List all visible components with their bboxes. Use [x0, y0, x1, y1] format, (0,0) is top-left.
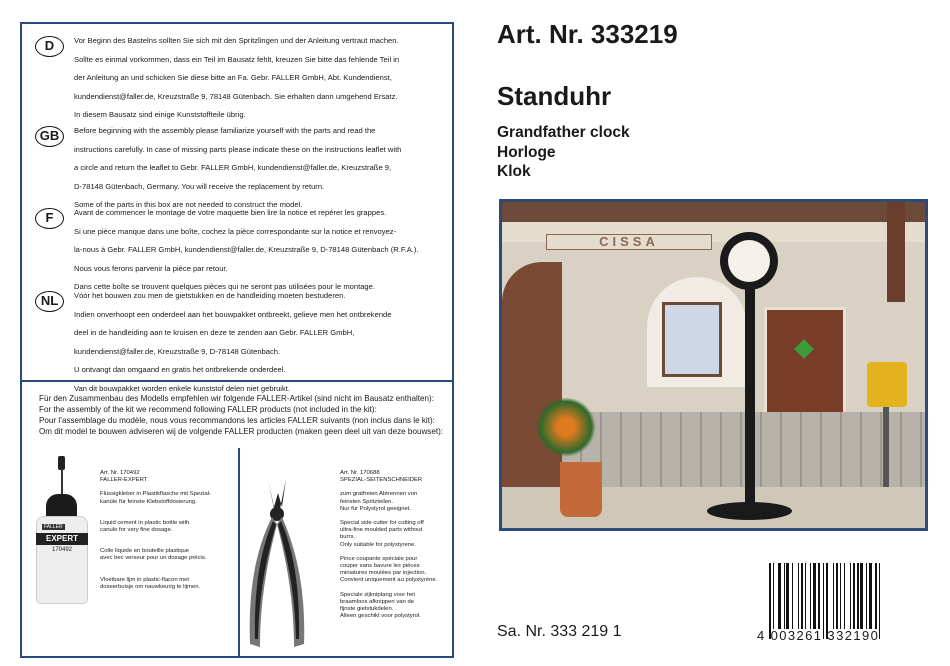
instruction-line: In diesem Bausatz sind einige Kunststoffteile übrig.: [74, 110, 246, 120]
description-line: Special side cutter for cutting off: [340, 520, 424, 527]
product-art-nr: Art. Nr. 170688: [340, 470, 380, 476]
product-description: [340, 592, 437, 621]
instruction-line: Before beginning with the assembly please familiarize yourself with the parts and read the: [74, 126, 376, 135]
rec-line: Om dit model te bouwen adviseren wij de volgende FALLER producten (maken geen deel uit van deze bouwset):: [39, 427, 444, 436]
barcode-bar: [869, 563, 872, 629]
instruction-line: a circle and return the leaflet to Gebr. FALLER GmbH, kundendienst@faller.de, Kreuzstraße 9,: [74, 163, 392, 173]
instruction-line: instructions carefully. In case of missing parts please indicate these on the instructions leaflet with: [74, 144, 402, 154]
station-sign: CISSA: [546, 234, 712, 250]
barcode-bar: [784, 563, 785, 629]
description-line: avec bec verseur pour un dosage précis.: [100, 555, 207, 562]
product-description: [340, 491, 437, 513]
instruction-line: der Anleitung an und schicken Sie diese bitte an Fa. Gebr. FALLER GmbH, Abt. Kundendienst,: [74, 73, 392, 83]
description-line: Nur für Polystyrol geeignet.: [340, 505, 412, 512]
description-line: Liquid cement in plastic bottle with: [100, 519, 190, 526]
description-line: Vloeibare lijm in plastic-flacon met: [100, 576, 190, 583]
instruction-line: Indien onverhoopt een onderdeel aan het bouwpakket ontbreekt, gelieve men het ontbrekende: [74, 309, 392, 319]
product-photo: [499, 199, 928, 531]
instruction-line: Nous vous ferons parvenir la pièce par retour.: [74, 263, 228, 273]
instruction-line: Some of the parts in this box are not needed to construct the model.: [74, 200, 303, 210]
subtitle-en: Grandfather clock: [497, 124, 630, 141]
barcode-bar: [792, 563, 793, 629]
recommendation-text: [39, 393, 443, 437]
product-art-nr: Art. Nr. 170492: [100, 470, 140, 476]
description-line: braamloos afknippen van de: [340, 598, 415, 605]
subtitle-fr: Horloge: [497, 143, 556, 161]
description-line: kanüle für feinste Klebstoffdosierung.: [100, 498, 197, 505]
description-line: fijnste gietstukdelen.: [340, 606, 394, 613]
barcode-bar: [786, 563, 788, 629]
barcode-bar: [879, 563, 880, 639]
barcode-bar: [850, 563, 851, 629]
barcode-bar: [778, 563, 781, 629]
description-line: zum gratfreien Abtrennen von: [340, 491, 418, 498]
product-glue: [100, 470, 211, 605]
description-line: Alleen geschikt voor polystyrol.: [340, 613, 421, 620]
rec-line: Pour l’assemblage du modèle, nous vous recommandons les articles FALLER suivants (non inclus dans le kit):: [39, 416, 435, 425]
description-line: feinsten Spritzteilen.: [340, 498, 394, 505]
product-title: Standuhr: [497, 81, 612, 111]
barcode-bar: [805, 563, 806, 629]
barcode-bar: [836, 563, 838, 629]
product-cutter: [340, 470, 437, 627]
product-description: [340, 556, 437, 585]
barcode-bar: [860, 563, 862, 629]
instruction-line: la-nous à Gebr. FALLER GmbH, kundendienst@faller.de, Kreuzstraße 9, D-78148 Gütenbach (R.F.A.).: [74, 245, 419, 255]
rec-line: For the assembly of the kit we recommend following FALLER products (not included in the kit):: [39, 405, 377, 414]
instruction-line: Sollte es einmal vorkommen, dass ein Teil im Bausatz fehlt, kreuzen Sie bitte das fehlende Teil in: [74, 54, 400, 64]
barcode-bar: [798, 563, 799, 629]
language-badge: F: [35, 208, 64, 229]
description-line: miniatures moulées par injection.: [340, 570, 427, 577]
description-line: ultra-fine moulded parts without: [340, 527, 423, 534]
instruction-line: deel in de handleiding aan te kruisen en deze te zenden aan Gebr. FALLER GmbH,: [74, 328, 355, 338]
language-badge: NL: [35, 291, 64, 312]
barcode-bar: [853, 563, 855, 629]
barcode-bar: [813, 563, 816, 629]
description-line: Colle liquide en bouteille plastique: [100, 548, 190, 555]
barcode-bar: [844, 563, 845, 629]
side-cutter-image: [246, 479, 316, 659]
article-number: Art. Nr. 333219: [497, 19, 678, 49]
product-description: [100, 577, 211, 591]
rec-line: Für den Zusammenbau des Modells empfehlen wir folgende FALLER-Artikel (sind nicht im Bausatz enthalten):: [39, 394, 434, 403]
instruction-text: [74, 122, 401, 215]
sa-number: Sa. Nr. 333 219 1: [497, 623, 622, 640]
instruction-line: Vóór het bouwen zou men de gietstukken en de handleiding moeten bestuderen.: [74, 291, 346, 300]
glue-bottle-image: [36, 456, 88, 606]
bottle-brand: FALLER: [44, 524, 63, 530]
product-description: [100, 491, 211, 505]
instruction-text: [74, 32, 399, 125]
divider: [22, 380, 452, 382]
description-line: Flüssigkleber in Plastikflasche mit Spezial-: [100, 491, 211, 498]
bottle-label: EXPERT: [36, 533, 88, 545]
divider: [238, 448, 240, 658]
instruction-line: Van dit bouwpakket worden enkele kunststof delen niet gebruikt.: [74, 383, 290, 393]
language-badge: D: [35, 36, 64, 57]
barcode-bar: [810, 563, 811, 629]
description-line: Speciale zijkniptang voor het: [340, 591, 415, 598]
product-name: SPEZIAL-SEITENSCHNEIDER: [340, 477, 423, 484]
description-line: couper sans bavure les pièces: [340, 563, 420, 570]
description-line: doseerbuisje om nauwkeurig te lijmen.: [100, 583, 201, 590]
instruction-line: kundendienst@faller.de, Kreuzstraße 9, D-78148 Gütenbach.: [74, 346, 281, 356]
barcode-bar: [801, 563, 803, 629]
instruction-line: D-78148 Gütenbach, Germany. You will receive the replacement by return.: [74, 181, 325, 191]
description-line: burrs.: [340, 534, 356, 541]
clock-face: [728, 240, 770, 282]
barcode-bar: [875, 563, 877, 629]
barcode-bar: [840, 563, 841, 629]
description-line: canule for very fine dosage.: [100, 527, 173, 534]
barcode-bar: [857, 563, 858, 629]
description-line: Pince coupante spéciale pour: [340, 555, 418, 562]
barcode-bar: [818, 563, 820, 629]
subtitle-nl: Klok: [497, 163, 531, 180]
product-description: [100, 520, 211, 534]
instruction-line: U ontvangt dan omgaand en gratis het ontbrekende onderdeel.: [74, 365, 286, 375]
barcode-digits: 4 003261 332190: [757, 628, 880, 643]
bottle-number: 170492: [51, 547, 73, 553]
description-line: Only suitable for polystyrene.: [340, 541, 416, 548]
description-line: Convient uniquement au polystyrène.: [340, 577, 438, 584]
instruction-line: Si une pièce manque dans une boîte, cochez la pièce correspondante sur la notice et renvoyez-: [74, 226, 397, 236]
barcode: [757, 563, 919, 643]
product-description: [100, 548, 211, 562]
barcode-bar: [773, 563, 774, 629]
language-badge: GB: [35, 126, 64, 147]
barcode-bar: [833, 563, 834, 629]
mailbox: [867, 362, 907, 407]
product-subtitles: [497, 123, 630, 182]
instruction-line: Avant de commencer le montage de votre maquette bien lire la notice et repérer les grappes.: [74, 208, 387, 217]
instructions-panel: [20, 22, 454, 658]
product-description: [340, 520, 437, 549]
instruction-line: Vor Beginn des Bastelns sollten Sie sich mit den Spritzlingen und der Anleitung vertraut machen.: [74, 36, 399, 45]
instruction-text: [74, 204, 419, 297]
barcode-bar: [866, 563, 867, 629]
instruction-line: Dans cette boîte se trouvent quelques pièces qui ne seront pas utilisées pour le montage.: [74, 282, 375, 292]
product-name: FALLER-EXPERT: [100, 477, 148, 484]
instruction-line: kundendienst@faller.de, Kreuzstraße 9, 78148 Gütenbach. Sie erhalten dann umgehend Ersatz.: [74, 91, 398, 101]
